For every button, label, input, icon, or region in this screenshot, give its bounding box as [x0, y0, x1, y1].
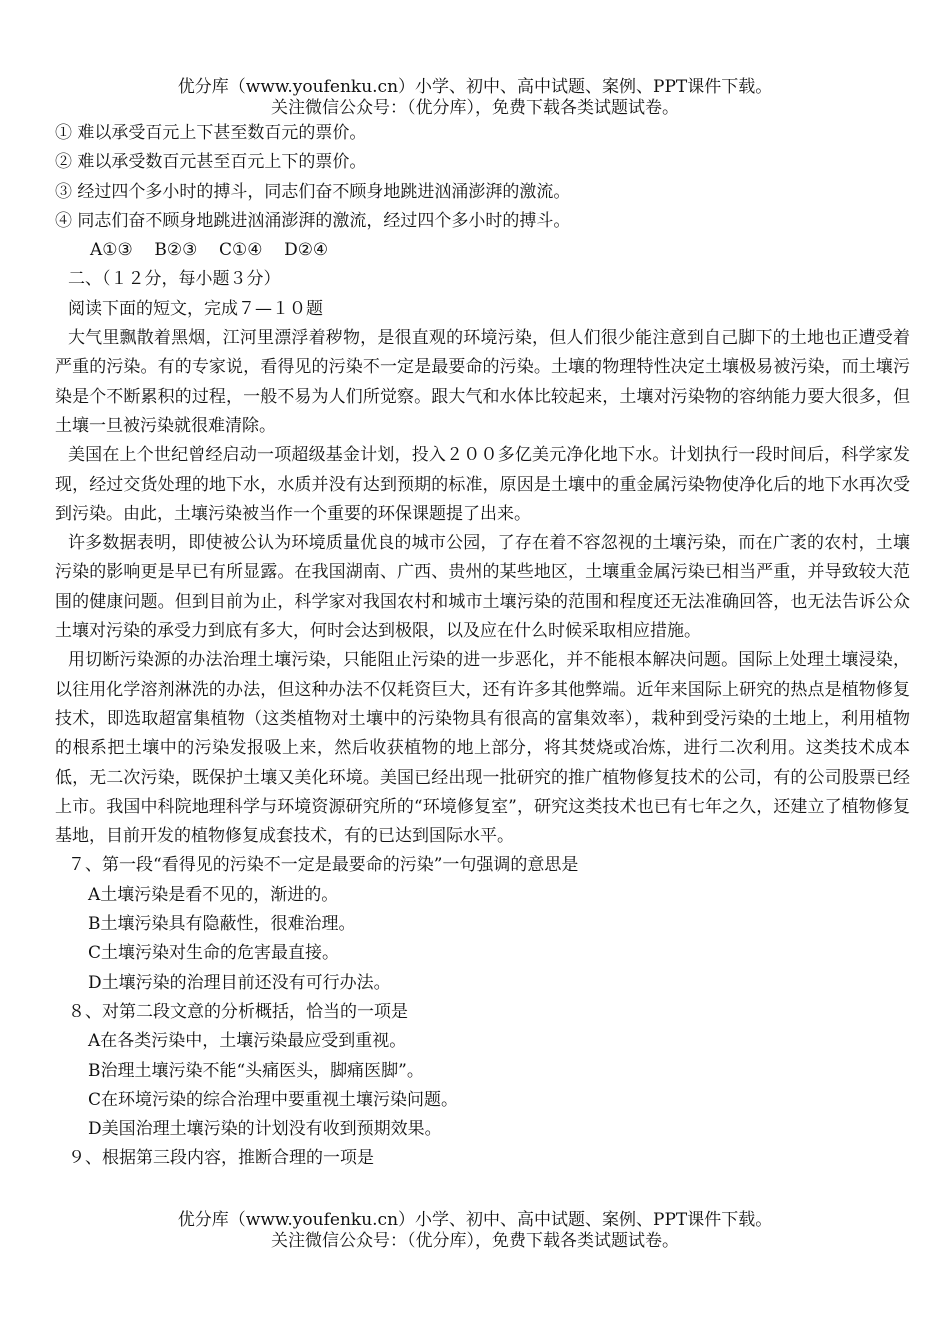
passage-paragraph-3: 许多数据表明，即使被公认为环境质量优良的城市公园，了存在着不容忽视的土壤污染，而在广袤的农村，土壤污染的影响更是早已有所显露。在我国湖南、广西、贵州的某些地区，土壤重金属污染已相当严重，并导致较大范围的健康问题。但到目前为止，科学家对我国农村和城市土壤污染的范围和程度还无法准确回答，也无法告诉公众土壤对污染的承受力到底有多大，何时会达到极限，以及应在什么时候采取相应措施。: [55, 533, 910, 642]
passage-paragraph-4: 用切断污染源的办法治理土壤污染，只能阻止污染的进一步恶化，并不能根本解决问题。国际上处理土壤浸染，以往用化学溶剂淋洗的办法，但这种办法不仅耗资巨大，还有许多其他弊端。近年来国际上研究的热点是植物修复技术，即选取超富集植物（这类植物对土壤中的污染物具有很高的富集效率），栽种到受污染的土地上，利用植物的根系把土壤中的污染发报吸上来，然后收获植物的地上部分，将其焚烧或冶炼，进行二次利用。这类技术成本低，无二次污染，既保护土壤又美化环境。美国已经出现一批研究的推广植物修复技术的公司，有的公司股票已经上市。我国中科院地理科学与环境资源研究所的“环境修复室”，研究这类技术也已有七年之久，还建立了植物修复基地，目前开发的植物修复成套技术，有的已达到国际水平。: [55, 650, 910, 847]
page-header: [0, 77, 950, 119]
footer-line-1: 优分库（www.youfenku.cn）小学、初中、高中试题、案例、PPT课件下载。: [177, 1210, 773, 1230]
choice-item: ① 难以承受百元上下甚至数百元的票价。: [55, 123, 367, 143]
question-8-option-a: A在各类污染中，土壤污染最应受到重视。: [88, 1031, 407, 1052]
question-7-option-b: B土壤污染具有隐蔽性，很难治理。: [88, 914, 356, 935]
page-footer: [0, 1210, 950, 1252]
question-7-option-c: C土壤污染对生命的危害最直接。: [88, 943, 340, 964]
passage-paragraph-2: 美国在上个世纪曾经启动一项超级基金计划，投入２００多亿美元净化地下水。计划执行一段时间后，科学家发现，经过交货处理的地下水，水质并没有达到预期的标准，原因是土壤中的重金属污染物使净化后的地下水再次受到污染。由此，土壤污染被当作一个重要的环保课题提了出来。: [55, 445, 910, 524]
document-body: [55, 119, 910, 1174]
question-8-option-d: D美国治理土壤污染的计划没有收到预期效果。: [88, 1119, 442, 1140]
choice-item: ④ 同志们奋不顾身地跳进汹涌澎湃的激流，经过四个多小时的搏斗。: [55, 210, 571, 231]
question-7-option-a: A土壤污染是看不见的，渐进的。: [88, 884, 339, 905]
section-title: 二、（１２分，每小题３分）: [68, 269, 281, 290]
section-instruction: 阅读下面的短文，完成７—１０题: [68, 298, 323, 319]
choice-item: ③ 经过四个多小时的搏斗，同志们奋不顾身地跳进汹涌澎湃的激流。: [55, 181, 571, 202]
choice-item: ② 难以承受数百元甚至百元上下的票价。: [55, 152, 367, 173]
question-7-option-d: D土壤污染的治理目前还没有可行办法。: [88, 972, 391, 993]
passage-paragraph-1: 大气里飘散着黑烟，江河里漂浮着秽物，是很直观的环境污染，但人们很少能注意到自己脚下的土地也正遭受着严重的污染。有的专家说，看得见的污染不一定是最要命的污染。土壤的物理特性决定土壤极易被污染，而土壤污染是个不断累积的过程，一般不易为人们所觉察。跟大气和水体比较起来，土壤对污染物的容纳能力要大很多，但土壤一旦被污染就很难清除。: [55, 328, 910, 436]
answer-options: A①③ B②③ C①④ D②④: [90, 240, 329, 261]
question-8-stem: ８、对第二段文意的分析概括，恰当的一项是: [68, 1001, 408, 1022]
header-line-2: 关注微信公众号：（优分库），免费下载各类试题试卷。: [271, 98, 679, 118]
header-line-1: 优分库（www.youfenku.cn）小学、初中、高中试题、案例、PPT课件下载。: [177, 77, 773, 97]
footer-line-2: 关注微信公众号：（优分库），免费下载各类试题试卷。: [271, 1231, 679, 1251]
question-8-option-b: B治理土壤污染不能“头痛医头，脚痛医脚”。: [88, 1060, 424, 1081]
question-8-option-c: C在环境污染的综合治理中要重视土壤污染问题。: [88, 1089, 459, 1110]
question-7-stem: ７、第一段“看得见的污染不一定是最要命的污染”一句强调的意思是: [68, 855, 579, 876]
question-9-stem: ９、根据第三段内容，推断合理的一项是: [68, 1148, 374, 1169]
